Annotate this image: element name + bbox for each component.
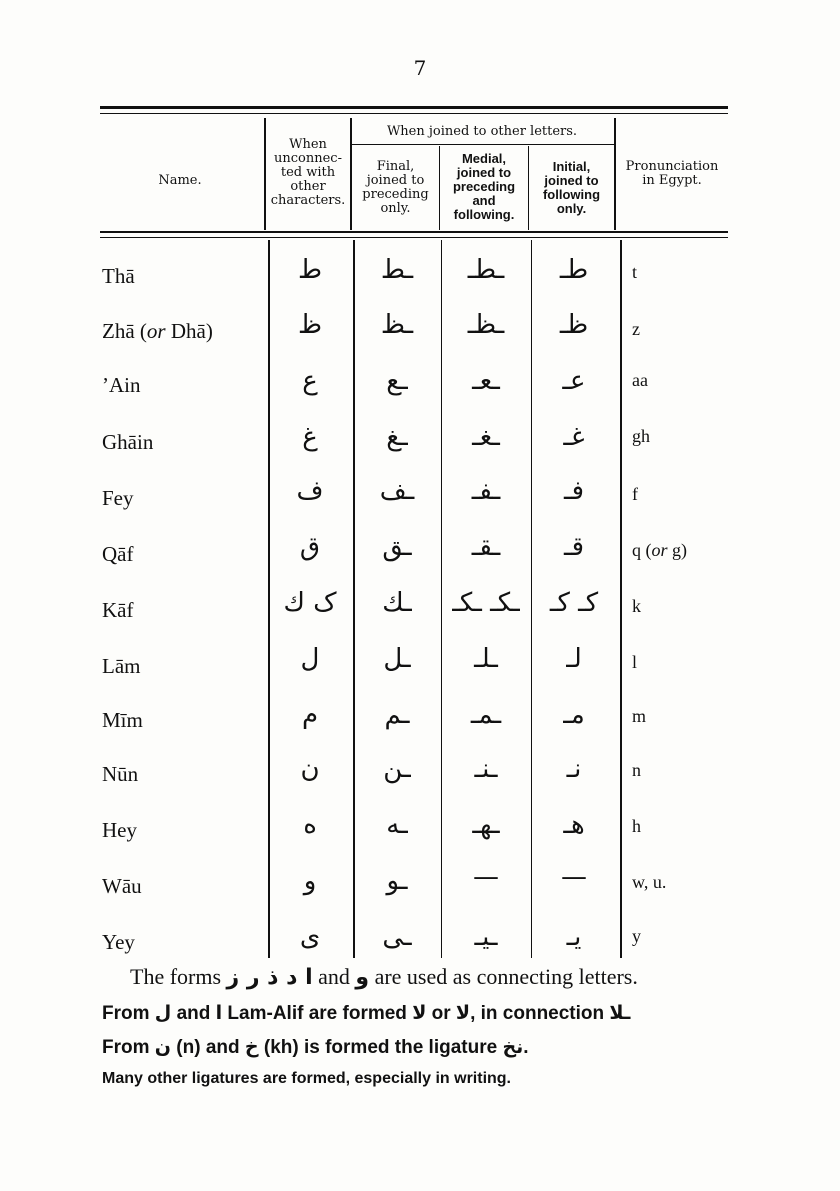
header-bottom-rule <box>100 231 728 233</box>
final-form: ـف <box>379 476 415 506</box>
note-connecting-letters: The forms ا د ذ ر ز and و are used as connecting letters. <box>130 964 638 990</box>
medial-form: ـلـ <box>474 644 498 674</box>
pronunciation: l <box>632 652 638 672</box>
pronunciation: t <box>632 262 638 282</box>
isolated-form: و <box>303 866 317 896</box>
table-top-rule-thin <box>100 113 728 114</box>
medial-form: — <box>473 862 499 892</box>
letter-name: Wāu <box>102 874 142 898</box>
letter-name: Thā <box>102 264 135 288</box>
initial-form: کـ كـ <box>549 588 599 618</box>
final-form: ـط <box>380 255 414 285</box>
initial-form: عـ <box>562 366 586 396</box>
isolated-form: م <box>301 700 319 730</box>
initial-form: غـ <box>563 422 585 452</box>
isolated-form: غ <box>302 422 318 452</box>
medial-form: ـيـ <box>474 922 498 952</box>
header-pronunciation: Pronunciation in Egypt. <box>625 159 719 188</box>
letter-name: ’Ain <box>102 373 141 397</box>
letter-name: Kāf <box>102 598 134 622</box>
header-final: Final, joined to preceding only. <box>362 159 429 216</box>
final-form: ـو <box>386 866 408 896</box>
joined-group-rule <box>350 144 614 145</box>
final-form: ـغ <box>386 422 408 452</box>
initial-form: هـ <box>563 810 585 840</box>
medial-form: ـنـ <box>474 754 498 784</box>
final-form: ـظ <box>380 310 414 340</box>
pronunciation: k <box>632 596 641 616</box>
initial-form: ظـ <box>559 310 589 340</box>
note-ligature: From ن (n) and خ (kh) is formed the ligature نخ. <box>102 1036 529 1058</box>
header-bottom-rule-thin <box>100 237 728 238</box>
isolated-form: ک ك <box>283 588 337 618</box>
column-divider <box>531 240 532 958</box>
pronunciation: z <box>632 319 640 339</box>
initial-form: نـ <box>566 754 582 784</box>
initial-form: — <box>561 862 587 892</box>
letter-name: Hey <box>102 818 137 842</box>
pronunciation: gh <box>632 426 650 446</box>
header-unconnected: When unconnec- ted with other characters. <box>270 137 346 208</box>
letter-name: Yey <box>102 930 135 954</box>
pronunciation: q (or g) <box>632 540 688 560</box>
note-lam-alif: From ل and ا Lam-Alif are formed لا or لا, in connection ـلا <box>102 1002 631 1024</box>
letter-name: Ghāin <box>102 430 154 454</box>
letter-name: Nūn <box>102 762 139 786</box>
medial-form: ـعـ <box>472 366 500 396</box>
initial-form: يـ <box>566 922 582 952</box>
column-divider <box>441 240 442 958</box>
final-form: ـه <box>386 810 408 840</box>
header-joined-group: When joined to other letters. <box>386 124 578 139</box>
note-other-ligatures: Many other ligatures are formed, especially in writing. <box>102 1070 511 1087</box>
column-divider <box>353 240 355 958</box>
medial-form: ـکـ ـكـ <box>452 588 520 618</box>
initial-form: طـ <box>559 255 589 285</box>
initial-form: فـ <box>563 476 585 506</box>
isolated-form: ن <box>300 754 320 784</box>
medial-form: ـطـ <box>467 255 505 285</box>
isolated-form: ع <box>302 366 318 396</box>
table-top-rule <box>100 106 728 109</box>
pronunciation: m <box>632 706 647 726</box>
final-form: ـع <box>386 366 408 396</box>
page-number: 7 <box>413 56 427 80</box>
header-name: Name. <box>158 173 202 188</box>
pronunciation: y <box>632 926 641 946</box>
isolated-form: ل <box>300 644 320 674</box>
letter-name: Lām <box>102 654 141 678</box>
isolated-form: ظ <box>297 310 323 340</box>
medial-form: ـمـ <box>470 700 502 730</box>
letter-name: Mīm <box>102 708 143 732</box>
pronunciation: aa <box>632 370 648 390</box>
isolated-form: ق <box>299 532 321 562</box>
header-initial: Initial, joined to following only. <box>542 159 601 216</box>
final-form: ـل <box>383 644 411 674</box>
medial-form: ـظـ <box>467 310 505 340</box>
isolated-form: ى <box>299 922 321 952</box>
isolated-form: ط <box>297 255 323 285</box>
letter-name: Zhā (or Dhā) <box>102 319 213 343</box>
pronunciation: n <box>632 760 641 780</box>
isolated-form: ه <box>303 810 317 840</box>
final-form: ـن <box>383 754 411 784</box>
column-divider <box>620 240 622 958</box>
initial-form: قـ <box>563 532 585 562</box>
pronunciation: h <box>632 816 641 836</box>
header-medial: Medial, joined to preceding and following. <box>452 151 516 222</box>
letter-name: Qāf <box>102 542 134 566</box>
medial-form: ـغـ <box>472 422 500 452</box>
pronunciation: w, u. <box>632 872 667 892</box>
final-form: ـك <box>382 588 412 618</box>
final-form: ـق <box>382 532 412 562</box>
medial-form: ـفـ <box>471 476 501 506</box>
medial-form: ـقـ <box>471 532 501 562</box>
initial-form: لـ <box>566 644 582 674</box>
final-form: ـى <box>382 922 412 952</box>
pronunciation: f <box>632 484 638 504</box>
initial-form: مـ <box>563 700 585 730</box>
isolated-form: ف <box>296 476 324 506</box>
final-form: ـم <box>384 700 410 730</box>
medial-form: ـهـ <box>472 810 500 840</box>
letter-name: Fey <box>102 486 134 510</box>
